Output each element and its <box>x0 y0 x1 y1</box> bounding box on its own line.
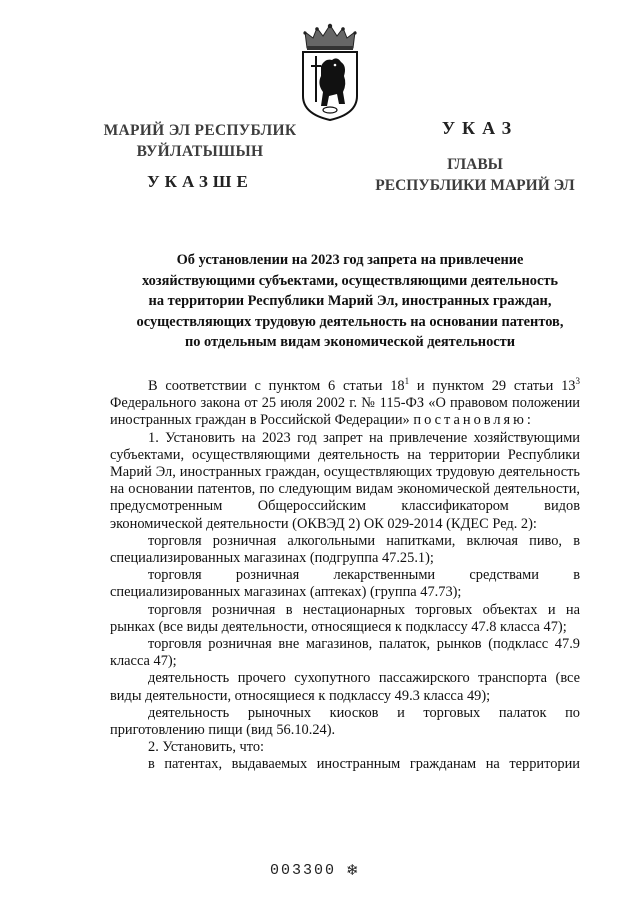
superscript: 1 <box>404 376 410 387</box>
intro-text-b: и пунктом 29 статьи 13 <box>409 378 576 394</box>
activity-item: торговля розничная в нестационарных торговых объектах и на рынках (все виды деятельности, относящиеся к подклассу 47.8 класса 47); <box>110 601 580 635</box>
title-line: осуществляющих трудовую деятельность на основании патентов, <box>136 313 564 330</box>
issuer-name-mari-line2: ВУЙЛАТЫШЫН <box>136 143 264 160</box>
title-line: Об установлении на 2023 год запрета на привлечение <box>176 252 524 268</box>
item-1: 1. Установить на 2023 год запрет на привлечение хозяйствующими субъектами, осуществляющими деятельность на территории Республики Марий Эл, иностранных граждан, осуществляющих трудовую деятельность на основании патентов, по следующим видам экономической деятельности, предусмотренным Общероссийским классификатором видов экономической деятельности (ОКВЭД 2) ОК 029-2014 (КДЕС Ред. 2): <box>110 429 580 532</box>
document-body <box>110 378 580 774</box>
coat-of-arms-icon <box>299 22 361 122</box>
activity-item: торговля розничная алкогольными напитками, включая пиво, в специализированных магазинах (подгруппа 47.25.1); <box>110 532 580 567</box>
doc-type-mari: УКАЗШЕ <box>147 172 253 191</box>
snowflake-mark-icon: ❄ <box>346 863 359 879</box>
form-number: 003300 <box>270 862 337 879</box>
activity-item: деятельность прочего сухопутного пассажирского транспорта (все виды деятельности, относящиеся к подклассу 49.3 класса 49); <box>110 670 580 704</box>
doc-type-russian: УКАЗ <box>441 118 519 138</box>
title-line: хозяйствующими субъектами, осуществляющими деятельность <box>141 272 559 289</box>
item-2: 2. Установить, что: <box>148 739 265 756</box>
document-title <box>100 250 600 353</box>
issuer-name-russian-line1: ГЛАВЫ <box>447 156 503 173</box>
title-line: по отдельным видам экономической деятельности <box>184 334 516 350</box>
activity-item: торговля розничная лекарственными средствами в специализированных магазинах (аптеках) (группа 47.73); <box>110 567 580 601</box>
title-line: на территории Республики Марий Эл, иностранных граждан, <box>148 293 552 309</box>
issuer-name-mari-line1: МАРИЙ ЭЛ РЕСПУБЛИК <box>103 122 297 139</box>
activity-item: торговля розничная вне магазинов, палаток, рынков (подкласс 47.9 класса 47); <box>110 636 580 670</box>
issuer-name-russian-line2: РЕСПУБЛИКИ МАРИЙ ЭЛ <box>375 177 575 194</box>
item-2-text: в патентах, выдаваемых иностранным гражданам на территории <box>148 756 580 773</box>
issuer-name-russian <box>360 154 590 196</box>
activity-item: деятельность рыночных киосков и торговых палаток по приготовлению пищи (вид 56.10.24). <box>110 704 580 739</box>
postanovlyayu: постановляю: <box>413 412 534 429</box>
intro-paragraph <box>110 378 580 430</box>
intro-text-c: Федерального закона от 25 июля 2002 г. № 115-ФЗ «О правовом положении иностранных граждан в Российской Федерации» <box>110 395 580 429</box>
issuer-name-mari <box>100 120 300 162</box>
intro-text-a: В соответствии с пунктом 6 статьи 18 <box>148 378 405 394</box>
superscript: 3 <box>575 376 580 387</box>
